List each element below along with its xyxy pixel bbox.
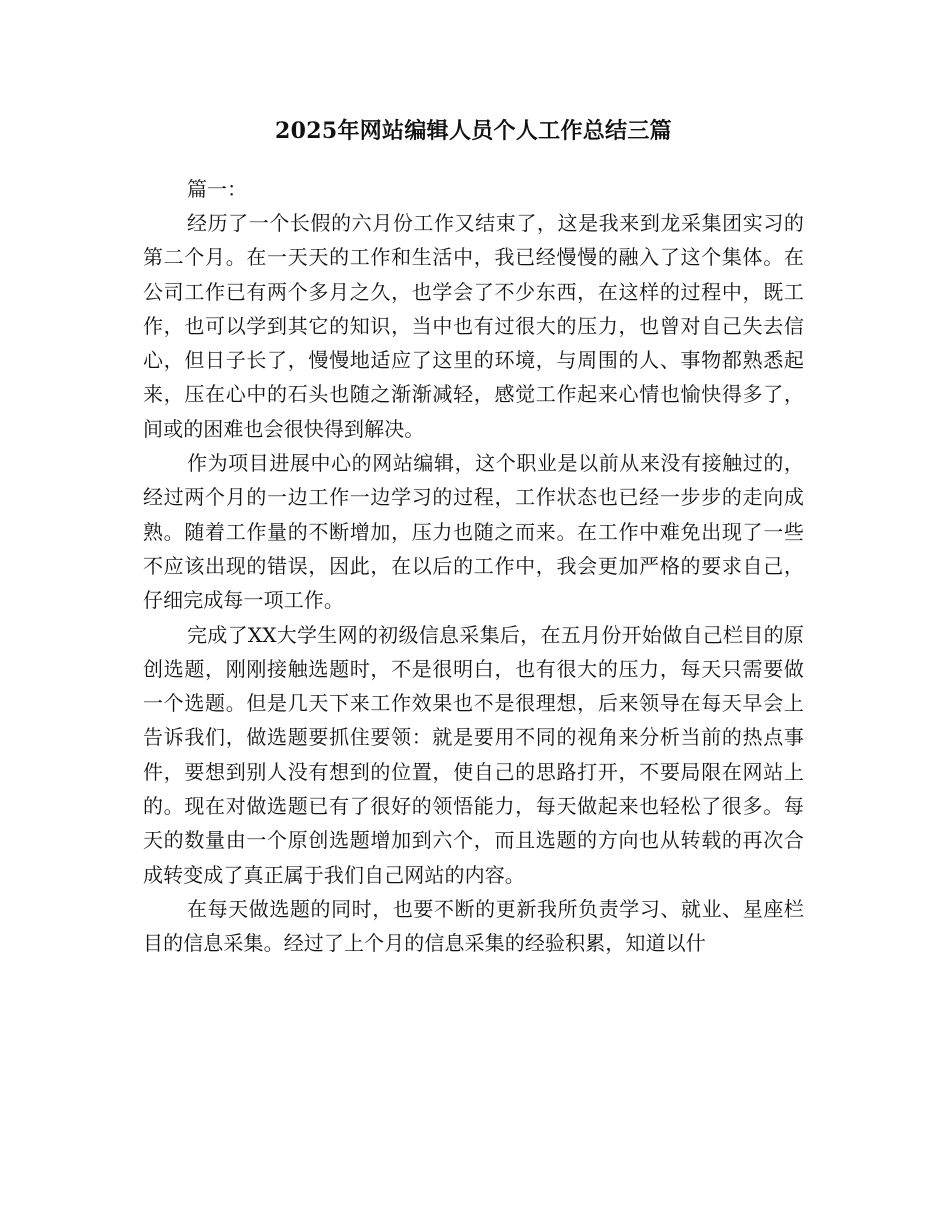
document-page	[143, 112, 804, 961]
section-label: 篇一：	[187, 177, 247, 201]
paragraph-3: 完成了XX大学生网的初级信息采集后，在五月份开始做自己栏目的原创选题，刚刚接触选题时，不是很明白，也有很大的压力，每天只需要做一个选题。但是几天下来工作效果也不是很理想，后来领导在每天早会上告诉我们，做选题要抓住要领：就是要用不同的视角来分析当前的热点事件，要想到别人没有想到的位置，使自己的思路打开，不要局限在网站上的。现在对做选题已有了很好的领悟能力，每天做起来也轻松了很多。每天的数量由一个原创选题增加到六个，而且选题的方向也从转载的再次合成转变成了真正属于我们自己网站的内容。	[143, 622, 804, 887]
paragraph-4: 在每天做选题的同时，也要不断的更新我所负责学习、就业、星座栏目的信息采集。经过了上个月的信息采集的经验积累，知道以什	[143, 896, 804, 956]
document-title: 2025年网站编辑人员个人工作总结三篇	[275, 118, 672, 144]
paragraph-1: 经历了一个长假的六月份工作又结束了，这是我来到龙采集团实习的第二个月。在一天天的工作和生活中，我已经慢慢的融入了这个集体。在公司工作已有两个多月之久，也学会了不少东西，在这样的过程中，既工作，也可以学到其它的知识，当中也有过很大的压力，也曾对自己失去信心，但日子长了，慢慢地适应了这里的环境，与周围的人、事物都熟悉起来，压在心中的石头也随之渐渐减轻，感觉工作起来心情也愉快得多了，间或的困难也会很快得到解决。	[143, 211, 804, 441]
paragraph-2: 作为项目进展中心的网站编辑，这个职业是以前从来没有接触过的，经过两个月的一边工作一边学习的过程，工作状态也已经一步步的走向成熟。随着工作量的不断增加，压力也随之而来。在工作中难免出现了一些不应该出现的错误，因此，在以后的工作中，我会更加严格的要求自己，仔细完成每一项工作。	[143, 451, 804, 613]
